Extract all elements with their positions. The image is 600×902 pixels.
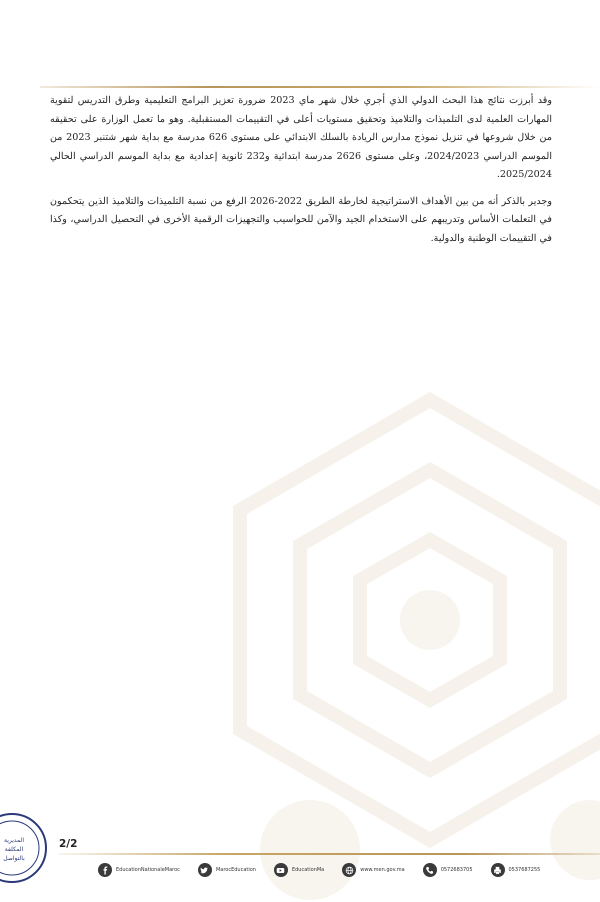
twitter-icon bbox=[198, 863, 212, 877]
footer-facebook[interactable] bbox=[98, 863, 180, 877]
footer-twitter[interactable] bbox=[198, 863, 256, 877]
footer-facebook-label: EducationNationaleMaroc bbox=[116, 867, 180, 873]
youtube-icon bbox=[274, 863, 288, 877]
footer-website-label: www.men.gov.ma bbox=[360, 867, 405, 873]
fax-icon bbox=[491, 863, 505, 877]
footer-contacts bbox=[98, 860, 558, 880]
background-ornament bbox=[200, 380, 600, 900]
footer-website[interactable] bbox=[342, 863, 404, 877]
footer-youtube[interactable] bbox=[274, 863, 324, 877]
footer-divider bbox=[58, 853, 600, 855]
body-text bbox=[50, 92, 552, 256]
footer-phone[interactable] bbox=[423, 863, 473, 877]
page-number: 2/2 bbox=[59, 838, 78, 850]
svg-text:المكلفة: المكلفة bbox=[4, 846, 24, 853]
paragraph-2: وجدير بالذكر أنه من بين الأهداف الاستراتيجية لخارطة الطريق 2022-2026 الرفع من نسبة التلميذات والتلاميذ الذين يتحكمون في التعلمات الأساس وتدريبهم على الاستخدام الجيد والآمن للحواسيب والتجهيزات الرقمية الأخرى في التحصيل الدراسي، وكذا في التقييمات الوطنية والدولية. bbox=[50, 195, 552, 244]
facebook-icon bbox=[98, 863, 112, 877]
svg-text:المديرية: المديرية bbox=[4, 837, 24, 844]
footer-phone-label: 0572683705 bbox=[440, 867, 473, 873]
footer-fax-label: 0537687255 bbox=[508, 867, 541, 873]
footer-twitter-label: MarocEducation bbox=[215, 867, 256, 873]
header-divider bbox=[40, 86, 600, 88]
footer-youtube-label: EducationMa bbox=[291, 867, 325, 873]
footer-fax[interactable] bbox=[491, 863, 541, 877]
official-stamp bbox=[0, 808, 50, 888]
phone-icon bbox=[423, 863, 437, 877]
svg-text:بالتواصل: بالتواصل bbox=[3, 855, 25, 862]
paragraph-1: وقد أبرزت نتائج هذا البحث الدولي الذي أجري خلال شهر ماي 2023 ضرورة تعزيز البرامج التعليمية وطرق التدريس لتقوية المهارات العلمية لدى التلميذات والتلاميذ وتحقيق مستويات أعلى في التقييمات المستقبلية. وهو ما تعمل الوزارة على تحقيقه من خلال شروعها في تنزيل نموذج مدارس الريادة بالسلك الابتدائي على مستوى 626 مدرسة مع بداية شهر شتنبر 2023 من الموسم الدراسي 2024/2023، وعلى مستوى 2626 مدرسة ابتدائية و232 ثانوية إعدادية مع بداية الموسم الدراسي الحالي 2025/2024. bbox=[50, 95, 552, 180]
globe-icon bbox=[342, 863, 356, 877]
